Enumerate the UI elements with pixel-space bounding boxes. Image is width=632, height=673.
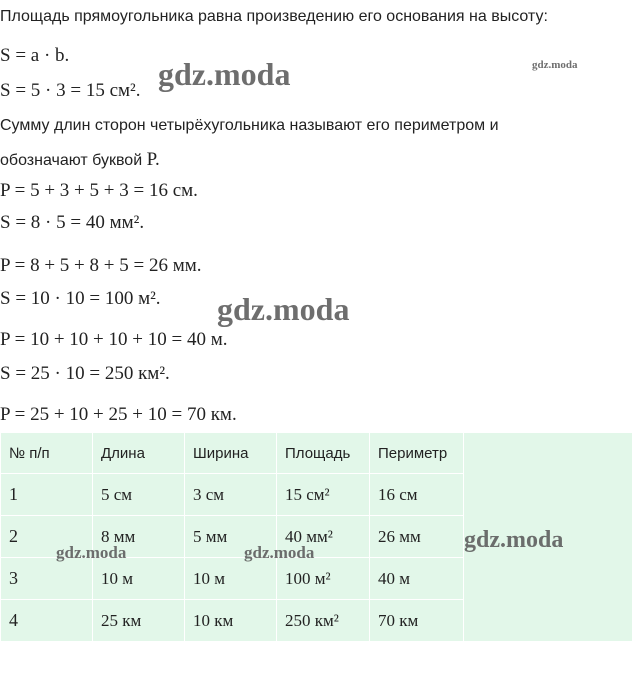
header-width: Ширина — [185, 433, 277, 474]
perimeter-definition: Сумму длин сторон четырёхугольника называют его периметром и — [0, 117, 499, 134]
formula-perimeter-4: P = 25 + 10 + 25 + 10 = 70 км. — [0, 404, 237, 425]
formula-area-3: S = 10 · 10 = 100 м². — [0, 288, 161, 309]
cell-number: 4 — [1, 600, 93, 642]
cell-area: 100 м² — [277, 558, 370, 600]
cell-area: 15 см² — [277, 474, 370, 516]
cell-perimeter: 70 км — [370, 600, 464, 642]
watermark: gdz.moda — [244, 543, 315, 562]
cell-area: 40 мм² — [277, 516, 370, 558]
cell-perimeter: 40 м — [370, 558, 464, 600]
watermark: gdz.moda — [464, 527, 564, 553]
watermark: gdz.moda — [217, 291, 350, 327]
formula-perimeter-3: P = 10 + 10 + 10 + 10 = 40 м. — [0, 329, 228, 350]
perimeter-symbol: P. — [146, 149, 160, 170]
cell-length: 8 мм — [93, 516, 185, 558]
cell-length: 5 см — [93, 474, 185, 516]
cell-number: 2 — [1, 516, 93, 558]
perimeter-symbol-text: обозначают буквой — [0, 152, 143, 169]
header-number: № п/п — [1, 433, 93, 474]
cell-perimeter: 16 см — [370, 474, 464, 516]
formula-perimeter-1: P = 5 + 3 + 5 + 3 = 16 см. — [0, 180, 198, 201]
watermark: gdz.moda — [158, 56, 291, 92]
cell-width: 3 см — [185, 474, 277, 516]
table-header-row — [1, 433, 632, 474]
header-perimeter: Периметр — [370, 433, 464, 474]
cell-length: 10 м — [93, 558, 185, 600]
cell-number: 3 — [1, 558, 93, 600]
cell-number: 1 — [1, 474, 93, 516]
formula-area-general: S = a · b. — [0, 45, 70, 66]
formula-area-2: S = 8 · 5 = 40 мм². — [0, 212, 145, 233]
cell-length: 25 км — [93, 600, 185, 642]
formula-perimeter-2: P = 8 + 5 + 8 + 5 = 26 мм. — [0, 255, 202, 276]
cell-width: 10 км — [185, 600, 277, 642]
watermark: gdz.moda — [56, 543, 127, 562]
formula-area-1: S = 5 · 3 = 15 см². — [0, 80, 141, 101]
header-length: Длина — [93, 433, 185, 474]
header-area: Площадь — [277, 433, 370, 474]
watermark: gdz.moda — [532, 59, 578, 71]
cell-width: 5 мм — [185, 516, 277, 558]
perimeter-symbol-line — [0, 149, 160, 171]
intro-area-definition: Площадь прямоугольника равна произведению его основания на высоту: — [0, 8, 548, 25]
formula-area-4: S = 25 · 10 = 250 км². — [0, 363, 170, 384]
cell-perimeter: 26 мм — [370, 516, 464, 558]
cell-width: 10 м — [185, 558, 277, 600]
cell-area: 250 км² — [277, 600, 370, 642]
